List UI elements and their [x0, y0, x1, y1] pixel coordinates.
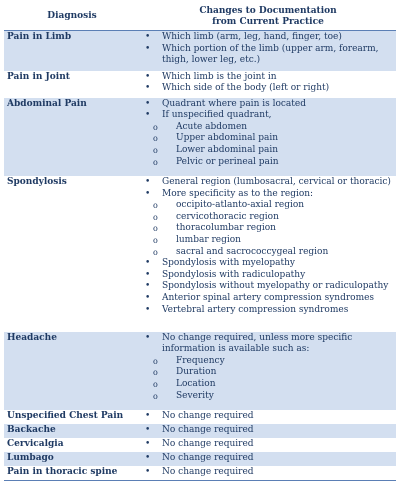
- bullet-list: [142, 453, 394, 465]
- diagnosis-cell: Pain in Limb: [4, 31, 140, 71]
- bullet-list: [142, 177, 394, 200]
- list-item: • Which limb (arm, leg, hand, finger, toe): [142, 32, 394, 44]
- list-item: • No change required: [142, 411, 394, 423]
- diagnosis-cell: Pain in thoracic spine: [4, 466, 140, 481]
- sub-list-item: o thoracolumbar region: [142, 223, 394, 235]
- list-item: • General region (lumbosacral, cervical or thoracic): [142, 177, 394, 189]
- list-item: • Which side of the body (left or right): [142, 83, 394, 95]
- table-header-row: [4, 3, 396, 31]
- diagnosis-cell: Spondylosis: [7, 177, 67, 187]
- list-item: • No change required: [142, 425, 394, 437]
- diagnosis-cell: Abdominal Pain: [4, 98, 140, 176]
- bullet-list: [142, 72, 394, 95]
- sub-list-item: o Lower abdominal pain: [142, 145, 394, 157]
- sub-bullet-list: [142, 356, 394, 402]
- changes-cell: [140, 452, 396, 466]
- sub-bullet-list: [142, 200, 394, 258]
- sub-list-item: o cervicothoracic region: [142, 212, 394, 224]
- list-item: • Anterior spinal artery compression syndromes: [142, 293, 394, 305]
- list-item: • Vertebral artery compression syndromes: [142, 305, 394, 317]
- list-item: • Spondylosis with myelopathy: [142, 258, 394, 270]
- changes-cell: [140, 438, 396, 452]
- bullet-list: [142, 439, 394, 451]
- changes-cell: [140, 332, 396, 410]
- bullet-list: [142, 32, 394, 67]
- sub-list-item: o occipito-atlanto-axial region: [142, 200, 394, 212]
- changes-cell: [140, 424, 396, 438]
- sub-list-item: o Pelvic or perineal pain: [142, 157, 394, 169]
- list-item: • Quadrant where pain is located: [142, 99, 394, 111]
- table-row: [4, 438, 396, 452]
- bullet-list: [142, 99, 394, 122]
- changes-cell: [140, 31, 396, 71]
- table-row: [4, 466, 396, 481]
- bullet-list: [142, 411, 394, 423]
- table-row: [4, 176, 396, 332]
- table-row: [4, 410, 396, 424]
- sub-list-item: o lumbar region: [142, 235, 394, 247]
- table-row: [4, 452, 396, 466]
- sub-bullet-list: [142, 122, 394, 168]
- changes-cell: [140, 410, 396, 424]
- list-item: • No change required: [142, 439, 394, 451]
- sub-list-item: o Location: [142, 379, 394, 391]
- changes-cell: [140, 176, 396, 332]
- diagnosis-cell: Headache: [4, 332, 140, 410]
- table-row: [4, 424, 396, 438]
- sub-list-item: o Acute abdomen: [142, 122, 394, 134]
- bullet-list: [142, 467, 394, 479]
- bullet-list: [142, 425, 394, 437]
- changes-cell: [140, 466, 396, 481]
- table-row: [4, 332, 396, 410]
- list-item: • Which limb is the joint in: [142, 72, 394, 84]
- list-item: • Spondylosis without myelopathy or radiculopathy: [142, 281, 394, 293]
- table-row: [4, 71, 396, 98]
- changes-cell: [140, 71, 396, 98]
- diagnosis-cell: Backache: [4, 424, 140, 438]
- list-item: • Which portion of the limb (upper arm, forearm, thigh, lower leg, etc.): [142, 44, 394, 67]
- bullet-list: [142, 333, 394, 356]
- diagnosis-cell: Lumbago: [4, 452, 140, 466]
- documentation-changes-table: [4, 3, 396, 481]
- diagnosis-cell: Pain in Joint: [7, 71, 70, 82]
- diagnosis-cell: Unspecified Chest Pain: [7, 410, 124, 421]
- sub-list-item: o Severity: [142, 391, 394, 403]
- list-item: • No change required, unless more specific information is available such as:: [142, 333, 394, 356]
- diagnosis-column-header: Diagnosis: [4, 3, 140, 31]
- list-item: • More specificity as to the region:: [142, 189, 394, 201]
- changes-column-header: [140, 3, 396, 31]
- list-item: • If unspecified quadrant,: [142, 110, 394, 122]
- sub-list-item: o Upper abdominal pain: [142, 133, 394, 145]
- list-item: • No change required: [142, 467, 394, 479]
- diagnosis-cell: Cervicalgia: [7, 438, 64, 449]
- bullet-list: [142, 258, 394, 316]
- sub-list-item: o sacral and sacrococcygeal region: [142, 247, 394, 259]
- changes-header-line-2: from Current Practice: [212, 16, 324, 27]
- sub-list-item: o Duration: [142, 367, 394, 379]
- changes-header-line-1: Changes to Documentation: [199, 5, 337, 16]
- table-row: [4, 31, 396, 71]
- list-item: • Spondylosis with radiculopathy: [142, 270, 394, 282]
- changes-cell: [140, 98, 396, 176]
- sub-list-item: o Frequency: [142, 356, 394, 368]
- table-row: [4, 98, 396, 176]
- list-item: • No change required: [142, 453, 394, 465]
